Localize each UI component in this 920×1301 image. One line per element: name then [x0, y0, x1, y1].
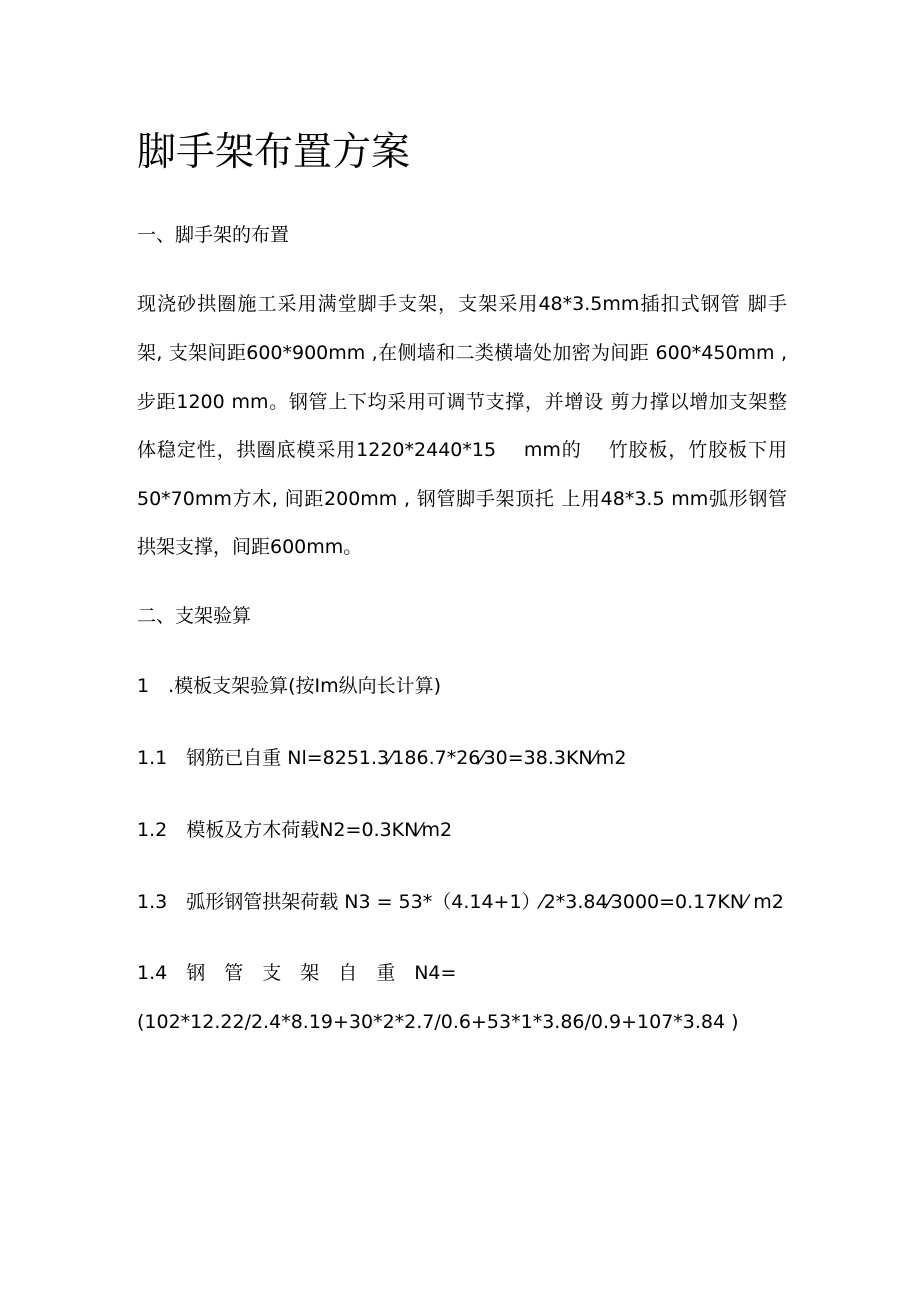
item-1-2-formwork-load: 1.2 模板及方木荷载N2=0.3KN⁄m2 — [137, 819, 453, 841]
paragraph-line-4: 体稳定性，拱圈底模采用1220*2440*15 mm的 竹胶板，竹胶板下用 — [137, 439, 787, 461]
paragraph-line-1: 现浇砂拱圈施工采用满堂脚手支架，支架采用48*3.5mm插扣式钢管 脚手 — [137, 293, 787, 315]
section-heading-verification: 二、支架验算 — [137, 605, 252, 627]
section-heading-layout: 一、脚手架的布置 — [137, 224, 290, 246]
item-1-4-support-weight: 1.4 钢 管 支 架 自 重 N4= — [137, 962, 457, 984]
page-title: 脚手架布置方案 — [137, 130, 411, 175]
paragraph-line-6: 拱架支撑，间距600mm。 — [137, 536, 363, 558]
item-1-4-formula: (102*12.22/2.4*8.19+30*2*2.7/0.6+53*1*3.86/0.9+107*3.84 ) — [137, 1011, 739, 1033]
paragraph-line-5: 50*70mm方木, 间距200mm , 钢管脚手架顶托 上用48*3.5 mm弧形钢管 — [137, 488, 787, 510]
item-1-formwork-check: 1 .模板支架验算(按Im纵向长计算) — [137, 675, 442, 697]
item-1-3-arch-load: 1.3 弧形钢管拱架荷载 N3 = 53*（4.14+1）⁄2*3.84⁄3000=0.17KN⁄ m2 — [137, 891, 784, 913]
paragraph-line-3: 步距1200 mm。钢管上下均采用可调节支撑，并增设 剪力撑以增加支架整 — [137, 391, 787, 413]
item-1-1-rebar-weight: 1.1 钢筋已自重 Nl=8251.3⁄186.7*26⁄30=38.3KN⁄m2 — [137, 747, 627, 769]
paragraph-line-2: 架, 支架间距600*900mm ,在侧墙和二类横墙处加密为间距 600*450mm , — [137, 342, 787, 364]
